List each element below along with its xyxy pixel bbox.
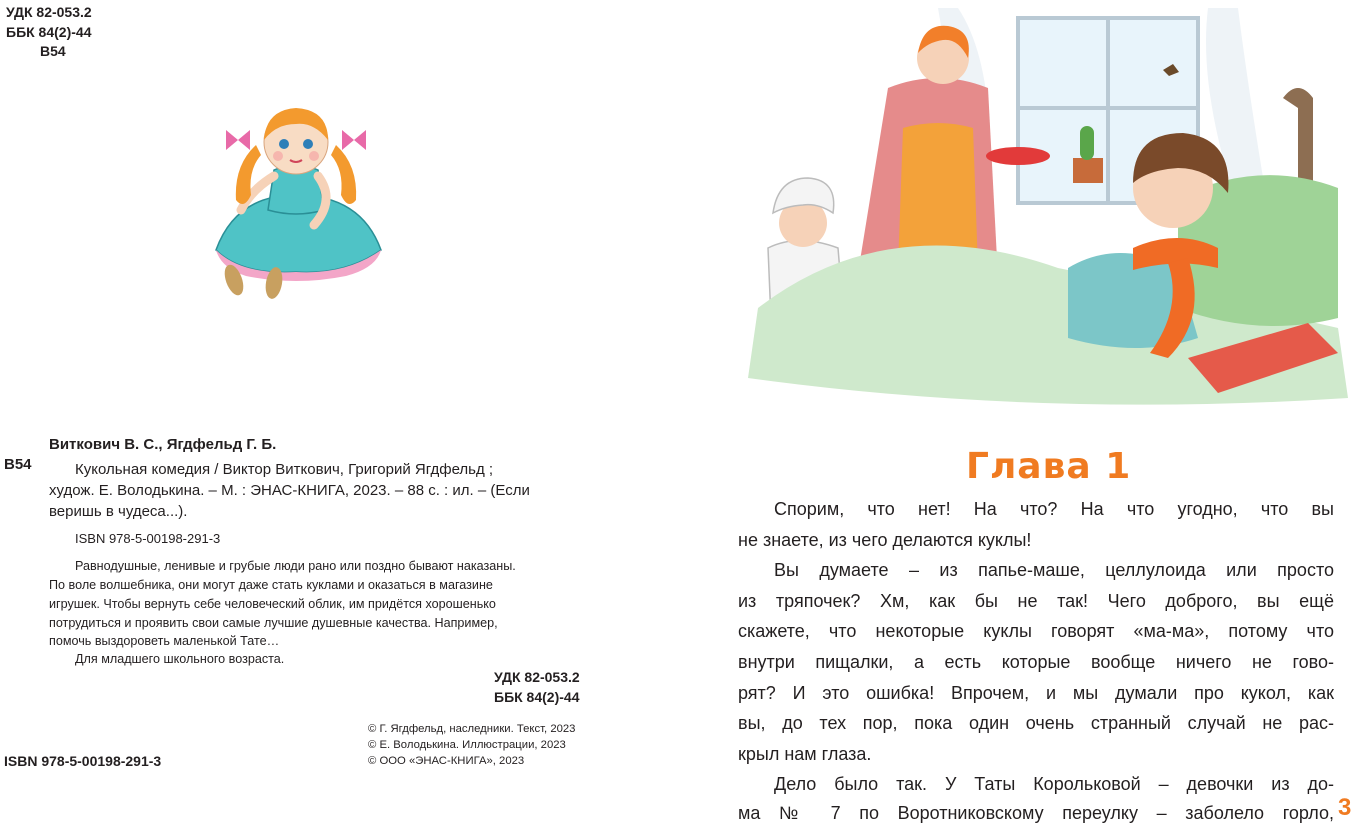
- copyright-line: © ООО «ЭНАС-КНИГА», 2023: [368, 754, 525, 767]
- isbn-bottom: ISBN 978-5-00198-291-3: [4, 753, 162, 769]
- bibliographic-line: худож. Е. Володькина. – М. : ЭНАС-КНИГА, 2023. – 88 с. : ил. – (Если: [49, 482, 530, 499]
- body-text-line: Дело было так. У Таты Корольковой – девочки из до-: [774, 774, 1334, 794]
- age-note: Для младшего школьного возраста.: [75, 652, 285, 666]
- annotation-line: Равнодушные, ленивые и грубые люди рано или поздно бывают наказаны.: [75, 559, 516, 573]
- body-text-line: вы, до тех пор, пока один очень странный случай не рас-: [738, 713, 1334, 733]
- page-number: 3: [1338, 794, 1352, 821]
- body-text-line: из тряпочек? Хм, как бы не так! Чего доброго, вы ещё: [738, 591, 1334, 611]
- copyright-line: © Е. Володькина. Иллюстрации, 2023: [368, 738, 566, 751]
- doll-illustration: [196, 100, 396, 305]
- bibliographic-line: Кукольная комедия / Виктор Виткович, Григорий Ягдфельд ;: [75, 461, 494, 478]
- bbk-code: ББК 84(2)-44: [494, 689, 580, 705]
- body-text-line: рят? И это ошибка! Впрочем, и мы думали про кукол, как: [738, 683, 1334, 703]
- authors-heading: Виткович В. С., Ягдфельд Г. Б.: [49, 436, 277, 453]
- isbn: ISBN 978-5-00198-291-3: [75, 531, 221, 546]
- author-sign: В54: [40, 43, 66, 59]
- copyright-line: © Г. Ягдфельд, наследники. Текст, 2023: [368, 723, 576, 735]
- annotation-line: потрудиться и проявить свои самые лучшие душевные качества. Например,: [49, 616, 498, 630]
- annotation-line: По воле волшебника, они могут даже стать куклами и оказаться в магазине: [49, 578, 493, 592]
- body-text-line: Вы думаете – из папье-маше, целлулоида или просто: [774, 560, 1334, 580]
- body-text-line: не знаете, из чего делаются куклы!: [738, 530, 1032, 550]
- body-text-line: внутри пищалки, а есть которые вообще ничего не гово-: [738, 652, 1334, 672]
- index-codes-bottom: [494, 667, 580, 707]
- udk-code: УДК 82-053.2: [494, 669, 580, 685]
- sickroom-illustration: [738, 8, 1348, 418]
- udk-code: УДК 82-053.2: [6, 4, 92, 20]
- author-sign-left: В54: [4, 456, 32, 473]
- body-text-line: ма № 7 по Воротниковскому переулку – заболело горло,: [738, 803, 1334, 823]
- body-text-line: скажете, что некоторые куклы говорят «ма-ма», потому что: [738, 621, 1334, 641]
- body-text-line: крыл нам глаза.: [738, 744, 872, 764]
- bbk-code: ББК 84(2)-44: [6, 23, 92, 40]
- chapter-title: Глава 1: [966, 446, 1132, 487]
- annotation-line: помочь выздороветь маленькой Тате…: [49, 634, 280, 648]
- index-codes-top: [6, 3, 92, 62]
- annotation-line: игрушек. Чтобы вернуть себе человеческий облик, им придётся хорошенько: [49, 597, 496, 611]
- copyright-block: [368, 722, 575, 769]
- bibliographic-line: веришь в чудеса...).: [49, 503, 188, 520]
- body-text-line: Спорим, что нет! На что? На что угодно, что вы: [774, 499, 1334, 519]
